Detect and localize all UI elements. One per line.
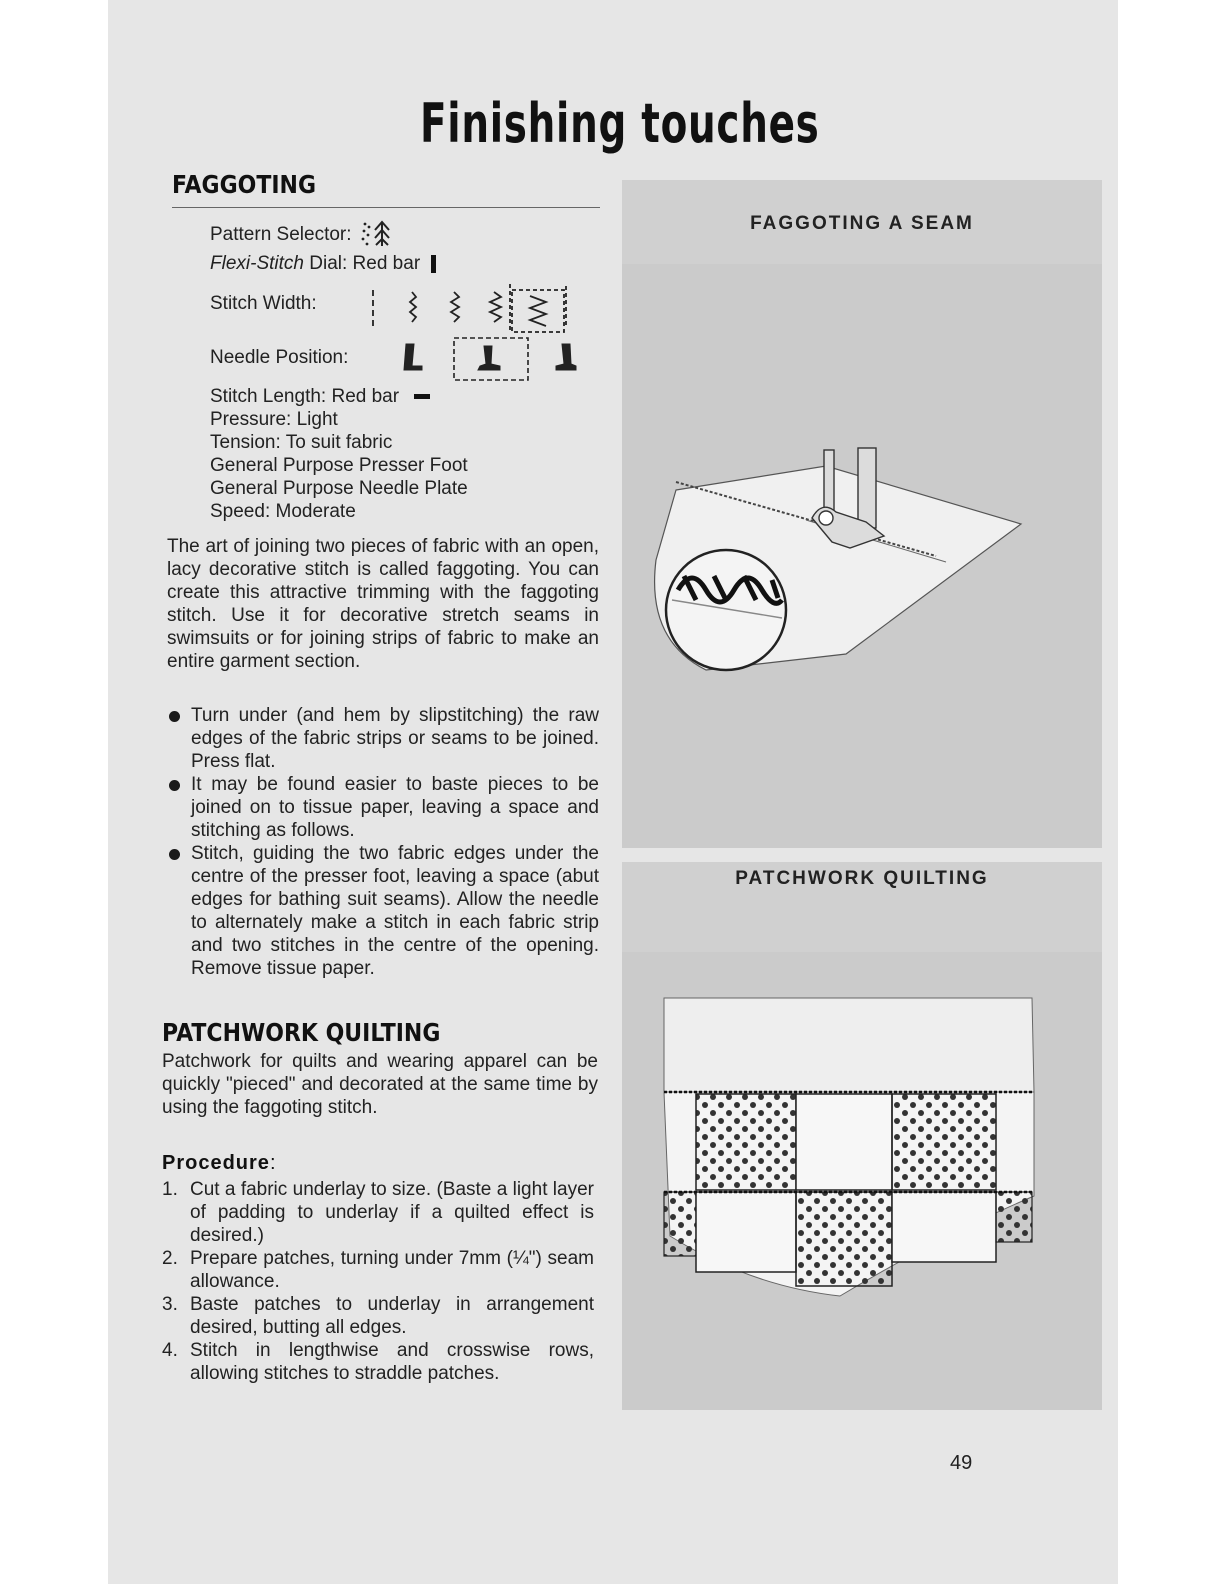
flexi-stitch-label: Flexi-Stitch xyxy=(210,253,304,274)
list-item xyxy=(162,1339,594,1385)
presser-foot-row: General Purpose Presser Foot xyxy=(210,455,468,476)
needle-position-icon xyxy=(396,334,586,384)
flexi-dial-value: Red bar xyxy=(352,253,421,274)
needle-position-label: Needle Position: xyxy=(210,347,349,368)
faggoting-intro: The art of joining two pieces of fabric with an open, lacy decorative stitch is called faggoting. You can create this attractive trimming with the faggoting stitch. Use it for decorative stretch seams in swimsuits or for joining strips of fabric to make an entire garment section. xyxy=(167,536,599,672)
speed-row: Speed: Moderate xyxy=(210,501,356,522)
stitch-length-bar-icon xyxy=(414,394,430,399)
step-number: 3. xyxy=(162,1294,178,1315)
stitch-length-row xyxy=(210,385,468,408)
settings-list xyxy=(210,385,468,523)
step-text: Prepare patches, turning under 7mm (¼") seam allowance. xyxy=(190,1248,594,1292)
heading-divider xyxy=(172,207,600,208)
step-number: 4. xyxy=(162,1340,178,1361)
stitch-length-text: Stitch Length: Red bar xyxy=(210,386,400,407)
faggoting-heading: FAGGOTING xyxy=(172,170,317,199)
step-text: Cut a fabric underlay to size. (Baste a light layer of padding to underlay if a quilted effect is desired.) xyxy=(190,1179,594,1246)
procedure-label xyxy=(162,1152,277,1175)
flexi-stitch-row xyxy=(210,252,436,275)
step-text: Stitch in lengthwise and crosswise rows, allowing stitches to straddle patches. xyxy=(190,1340,594,1384)
list-item: It may be found easier to baste pieces to be joined on to tissue paper, leaving a space and stitching as follows. xyxy=(167,773,599,842)
patchwork-illustration xyxy=(660,996,1040,1296)
step-text: Baste patches to underlay in arrangement desired, butting all edges. xyxy=(190,1294,594,1338)
stitch-width-icon xyxy=(362,282,572,338)
needle-position-row xyxy=(210,346,348,369)
page-title: Finishing touches xyxy=(420,92,820,155)
red-bar-icon xyxy=(431,255,436,273)
faggoting-illustration-label: FAGGOTING A SEAM xyxy=(750,213,974,234)
flexi-dial-label: Dial: xyxy=(303,253,348,274)
patchwork-intro: Patchwork for quilts and wearing apparel can be quickly "pieced" and decorated at the same time by using the faggoting stitch. xyxy=(162,1051,598,1118)
stitch-width-row xyxy=(210,292,317,315)
faggoting-bullets xyxy=(167,704,599,980)
stitch-width-label: Stitch Width: xyxy=(210,293,317,314)
needle-plate-row: General Purpose Needle Plate xyxy=(210,478,468,499)
step-number: 2. xyxy=(162,1248,178,1269)
faggoting-illustration xyxy=(636,440,1036,700)
patchwork-illustration-label: PATCHWORK QUILTING xyxy=(735,868,989,889)
pattern-selector-row xyxy=(210,218,397,252)
page-number: 49 xyxy=(950,1452,973,1474)
list-item: Turn under (and hem by slipstitching) the raw edges of the fabric strips or seams to be joined. Press flat. xyxy=(167,704,599,773)
faggoting-pattern-icon xyxy=(357,218,397,252)
step-number: 1. xyxy=(162,1179,178,1200)
procedure-steps xyxy=(162,1178,594,1385)
patchwork-heading: PATCHWORK QUILTING xyxy=(162,1018,441,1047)
list-item xyxy=(162,1247,594,1293)
list-item xyxy=(162,1293,594,1339)
list-item: Stitch, guiding the two fabric edges under the centre of the presser foot, leaving a space (abut edges for bathing suit seams). Allow the needle to alternately make a stitch in each fabric strip and two stitches in the centre of the opening. Remove tissue paper. xyxy=(167,842,599,980)
tension-row: Tension: To suit fabric xyxy=(210,432,393,453)
procedure-label-text: Procedure xyxy=(162,1152,270,1174)
list-item xyxy=(162,1178,594,1247)
procedure-colon: : xyxy=(269,1152,277,1174)
pattern-selector-label: Pattern Selector: xyxy=(210,224,352,246)
pressure-row: Pressure: Light xyxy=(210,409,338,430)
